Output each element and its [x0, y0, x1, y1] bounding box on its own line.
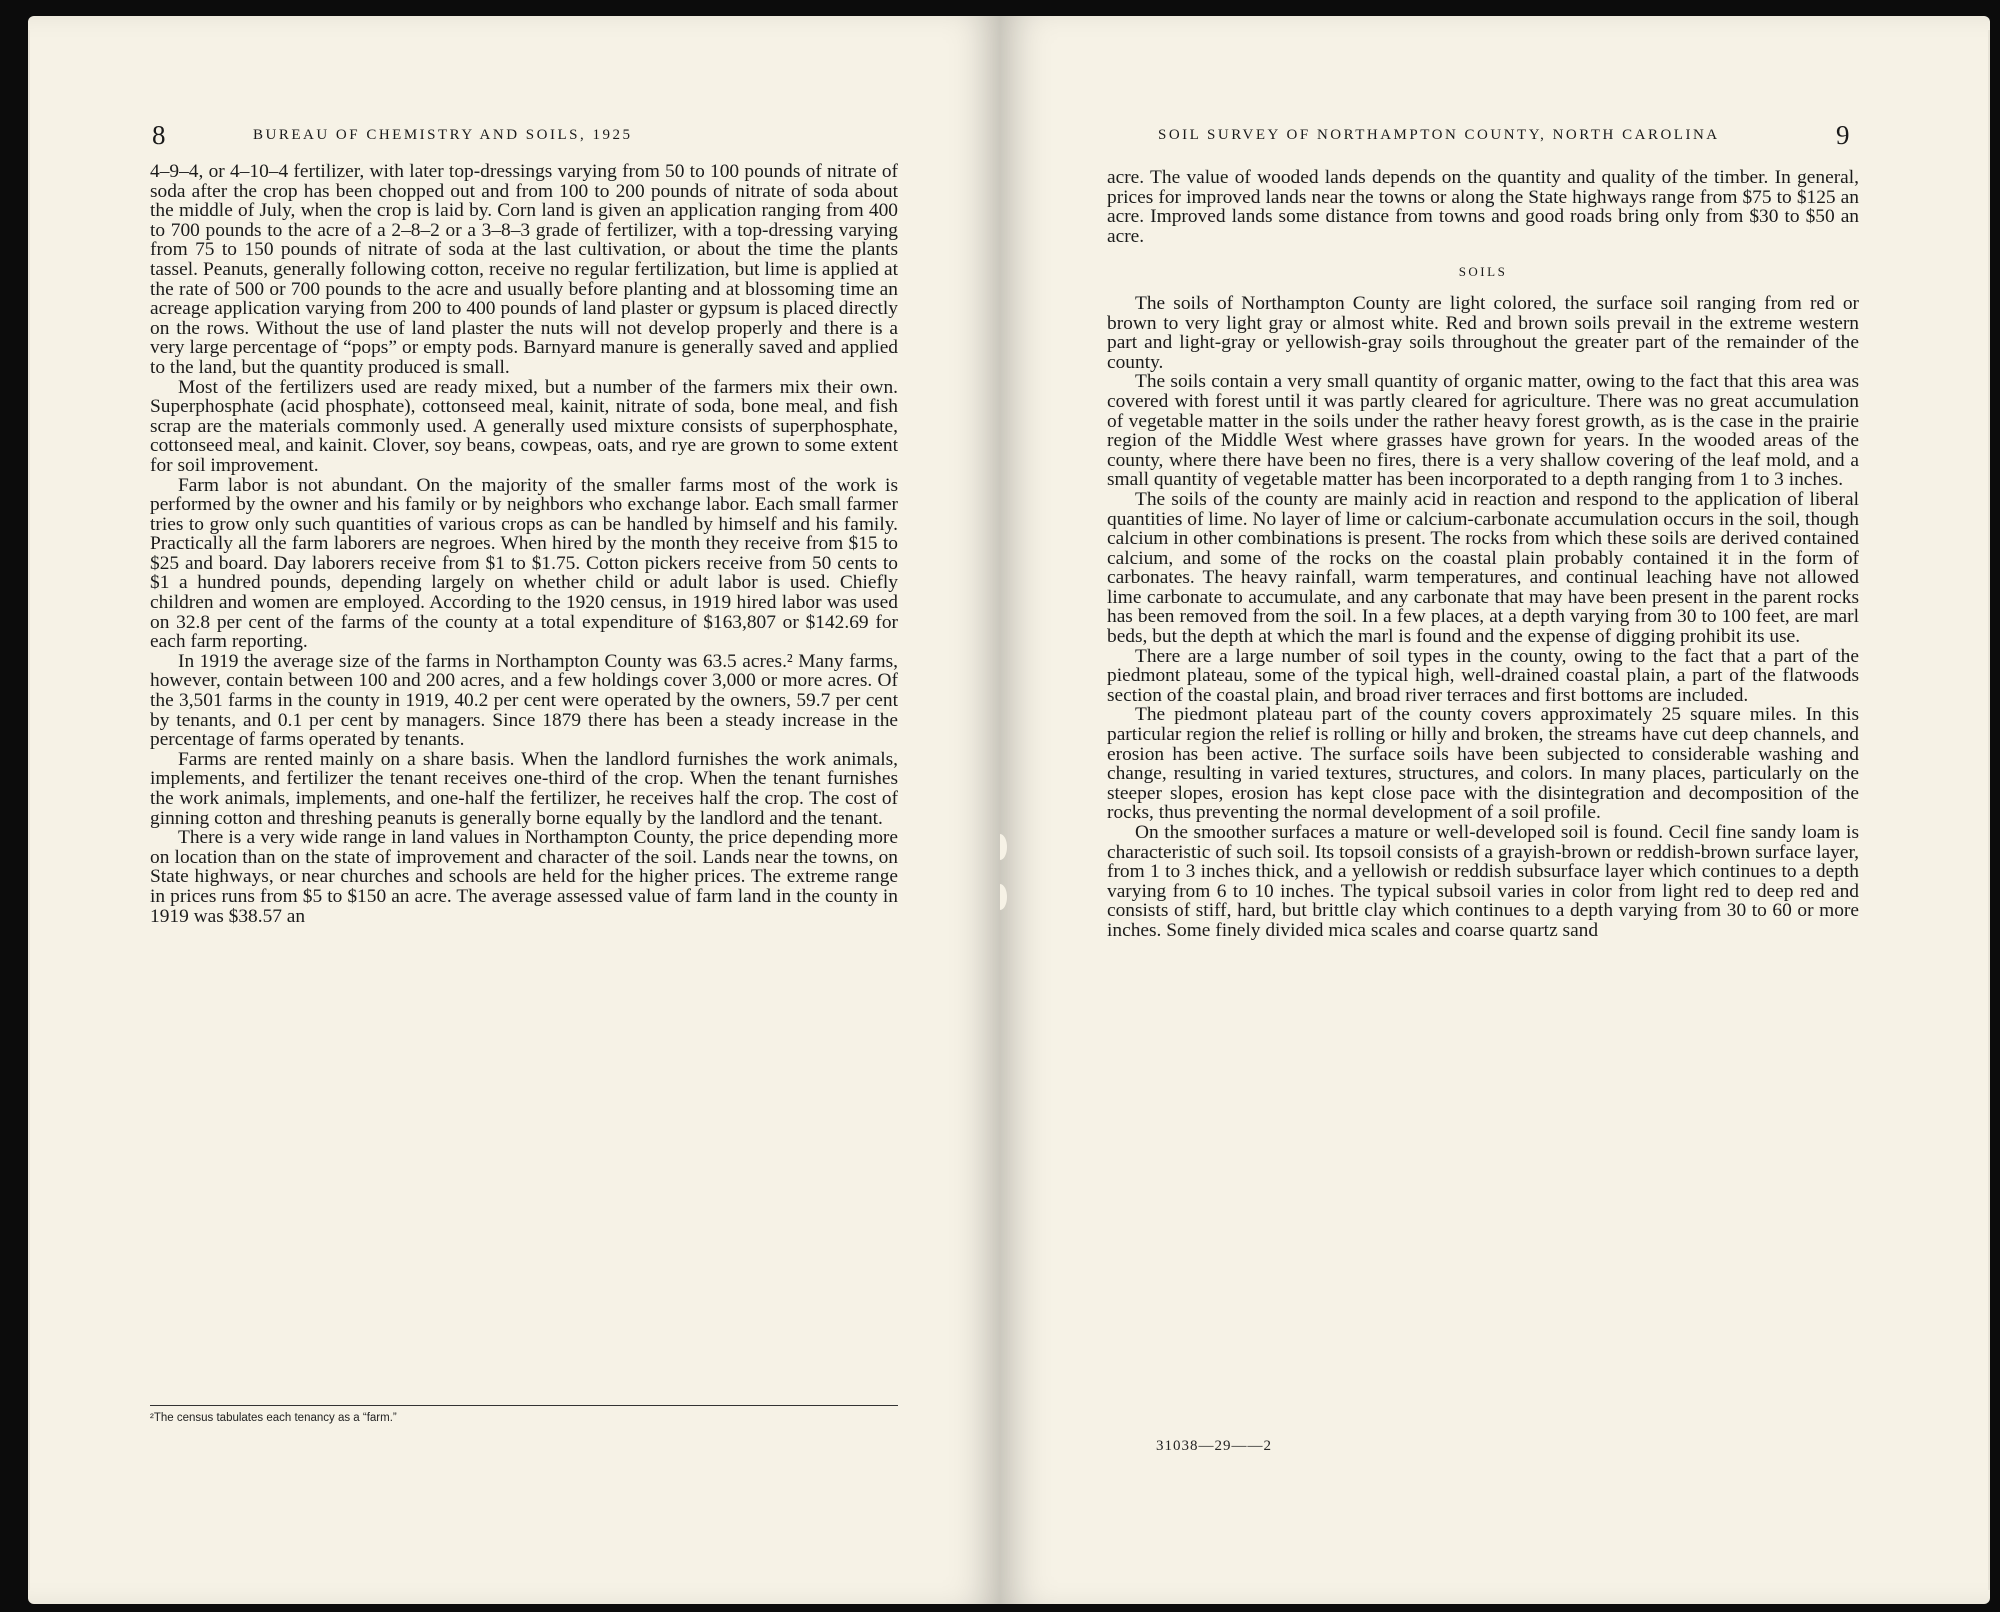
- footnote: ²The census tabulates each tenancy as a “farm.”: [150, 1412, 397, 1424]
- book-spread: [28, 16, 1990, 1604]
- right-page: [1000, 16, 1990, 1604]
- paragraph: Farms are rented mainly on a share basis. When the landlord furnishes the work animals, implements, and fertilizer the tenant receives one-third of the crop. When the tenant furnishes the work animals, implements, and one-half the fertilizer, he receives half the crop. The cost of ginning cotton and threshing peanuts is generally borne equally by the landlord and the tenant.: [150, 748, 898, 829]
- binding-notch: [1000, 834, 1007, 860]
- paragraph: The soils contain a very small quantity of organic matter, owing to the fact that this area was covered with forest until it was partly cleared for agriculture. There was no great accumulation of vegetable matter in the soils under the rather heavy forest growth, as is the case in the prairie region of the Middle West where grasses have grown for years. In the wooded areas of the county, where there have been no fires, there is a very shallow covering of the leaf mold, and a small quantity of vegetable matter has been incorporated to a depth ranging from 1 to 3 inches.: [1107, 371, 1859, 491]
- right-running-head: SOIL SURVEY OF NORTHAMPTON COUNTY, NORTH CAROLINA: [1158, 127, 1720, 143]
- left-page-edge: [28, 30, 30, 1590]
- paragraph: The piedmont plateau part of the county covers approximately 25 square miles. In this particular region the relief is rolling or hilly and broken, the streams have cut deep channels, and erosion has been active. The surface soils have been subjected to considerable washing and change, resulting in varied textures, structures, and colors. In many places, particularly on the steeper slopes, erosion has kept close pace with the disintegration and decomposition of the rocks, thus preventing the normal development of a soil profile.: [1107, 704, 1859, 824]
- right-page-edge: [1988, 30, 1990, 1590]
- paragraph: There is a very wide range in land values in Northampton County, the price depending more on location than on the state of improvement and character of the soil. Lands near the towns, on State highways, or near churches and schools are held for the higher prices. The extreme range in prices runs from $5 to $150 an acre. The average assessed value of farm land in the county in 1919 was $38.57 an: [150, 827, 898, 927]
- paragraph: The soils of the county are mainly acid in reaction and respond to the application of liberal quantities of lime. No layer of lime or calcium-carbonate accumulation occurs in the soil, though calcium in other combinations is present. The rocks from which these soils are derived contained calcium, and some of the rocks on the coastal plain probably contained it in the form of carbonates. The heavy rainfall, warm temperatures, and continual leaching have not allowed lime carbonate to accumulate, and any carbonate that may have been present in the parent rocks has been removed from the soil. In a few places, at a depth varying from 30 to 100 feet, are marl beds, but the depth at which the marl is found and the expense of digging prohibit its use.: [1107, 488, 1859, 648]
- footnote-rule: [150, 1405, 898, 1406]
- right-body-text: [1107, 168, 1859, 941]
- printer-signature: 31038—29——2: [1156, 1438, 1272, 1454]
- paragraph: In 1919 the average size of the farms in Northampton County was 63.5 acres.² Many farms, however, contain between 100 and 200 acres, and a few holdings cover 3,000 or more acres. Of the 3,501 farms in the county in 1919, 40.2 per cent were operated by the owners, 59.7 per cent by tenants, and 0.1 per cent by managers. Since 1879 there has been a steady increase in the percentage of farms operated by tenants.: [150, 650, 898, 751]
- paragraph: Most of the fertilizers used are ready mixed, but a number of the farmers mix their own. Superphosphate (acid phosphate), cottonseed meal, kainit, nitrate of soda, bone meal, and fish scrap are the materials commonly used. A generally used mixture consists of superphosphate, cottonseed meal, and kainit. Clover, soy beans, cowpeas, oats, and rye are grown to some extent for soil improvement.: [150, 376, 898, 476]
- left-page: [28, 16, 1000, 1604]
- right-page-number: 9: [1836, 120, 1850, 150]
- paragraph: Farm labor is not abundant. On the majority of the smaller farms most of the work is performed by the owner and his family or by neighbors who exchange labor. Each small farmer tries to grow only such quantities of various crops as can be handled by himself and his family. Practically all the farm laborers are negroes. When hired by the month they receive from $15 to $25 and board. Day laborers receive from $1 to $1.75. Cotton pickers receive from 50 cents to $1 a hundred pounds, depending largely on whether child or adult labor is used. Chiefly children and women are employed. According to the 1920 census, in 1919 hired labor was used on 32.8 per cent of the farms of the county at a total expenditure of $163,807 or $142.69 for each farm reporting.: [150, 474, 898, 653]
- binding-notch: [1000, 884, 1007, 910]
- left-body-text: [150, 162, 898, 926]
- section-heading-soils: SOILS: [1458, 264, 1508, 280]
- paragraph: On the smoother surfaces a mature or well-developed soil is found. Cecil fine sandy loam is characteristic of such soil. Its topsoil consists of a grayish-brown or reddish-brown surface layer, from 1 to 3 inches thick, and a yellowish or reddish subsurface layer which continues to a depth varying from 6 to 10 inches. The typical subsoil varies in color from light red to deep red and consists of stiff, hard, but brittle clay which continues to a depth varying from 30 to 60 or more inches. Some finely divided mica scales and coarse quartz sand: [1107, 822, 1859, 941]
- paragraph: 4–9–4, or 4–10–4 fertilizer, with later top-dressings varying from 50 to 100 pounds of nitrate of soda after the crop has been chopped out and from 100 to 200 pounds of nitrate of soda about the middle of July, when the crop is laid by. Corn land is given an application ranging from 400 to 700 pounds to the acre of a 2–8–2 or a 3–8–3 grade of fertilizer, with a top-dressing varying from 75 to 150 pounds of nitrate of soda at the last cultivation, or about the time the plants tassel. Peanuts, generally following cotton, receive no regular fertilization, but lime is applied at the rate of 500 or 700 pounds to the acre and usually before planting and at blossoming time an acreage application varying from 200 to 400 pounds of land plaster or gypsum is placed directly on the rows. Without the use of land plaster the nuts will not develop properly and there is a very large percentage of “pops” or empty pods. Barnyard manure is generally saved and applied to the land, but the quantity produced is small.: [150, 161, 898, 378]
- left-running-head: BUREAU OF CHEMISTRY AND SOILS, 1925: [253, 127, 633, 143]
- paragraph: acre. The value of wooded lands depends on the quantity and quality of the timber. In general, prices for improved lands near the towns or along the State highways range from $75 to $125 an acre. Improved lands some distance from towns and good roads bring only from $30 to $50 an acre.: [1107, 167, 1859, 247]
- left-page-number: 8: [152, 120, 166, 150]
- paragraph: The soils of Northampton County are light colored, the surface soil ranging from red or brown to very light gray or almost white. Red and brown soils prevail in the extreme western part and light-gray or yellowish-gray soils throughout the greater part of the remainder of the county.: [1107, 292, 1859, 373]
- paragraph: There are a large number of soil types in the county, owing to the fact that a part of the piedmont plateau, some of the typical high, well-drained coastal plain, a part of the flatwoods section of the coastal plain, and broad river terraces and first bottoms are included.: [1107, 645, 1859, 706]
